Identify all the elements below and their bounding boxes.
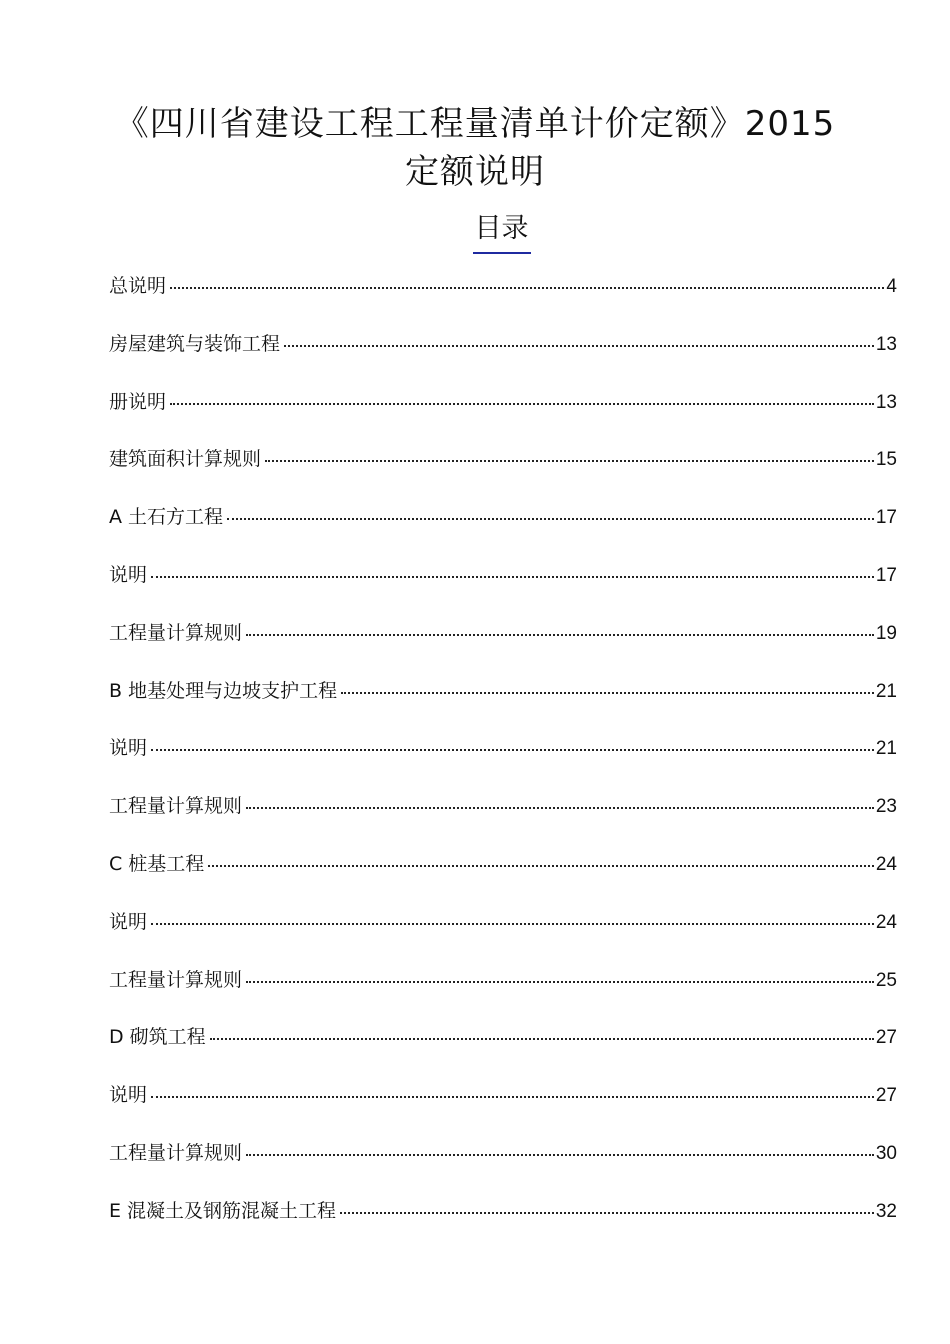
toc-entry-page: 24	[875, 911, 897, 933]
toc-entry-label: 工程量计算规则	[109, 795, 243, 818]
toc-entry-page: 17	[875, 507, 897, 529]
toc-entry-page: 19	[875, 622, 897, 644]
toc-entry-page: 15	[875, 449, 897, 471]
toc-dot-leader	[151, 908, 874, 928]
toc-entry[interactable]	[109, 903, 897, 961]
toc-entry-label: 说明	[109, 737, 148, 760]
toc-entry-label: 说明	[109, 563, 148, 586]
toc-entry-label: 册说明	[109, 390, 167, 413]
toc-entry-label: 工程量计算规则	[109, 968, 243, 991]
toc-heading: 目录	[474, 213, 529, 244]
toc-entry-page: 13	[875, 391, 897, 413]
toc-entry[interactable]	[109, 1134, 897, 1192]
toc-entry[interactable]	[109, 325, 897, 383]
toc-entry-page: 27	[875, 1085, 897, 1107]
toc-entry-label: 说明	[109, 910, 148, 933]
toc-entry[interactable]	[109, 961, 897, 1019]
toc-entry-page: 27	[875, 1027, 897, 1049]
toc-dot-leader	[284, 330, 874, 350]
document-title-line2: 定额说明	[405, 152, 545, 192]
toc-entry-label: D 砌筑工程	[109, 1026, 206, 1049]
toc-dot-leader	[151, 734, 874, 754]
toc-entry[interactable]	[109, 614, 897, 672]
toc-entry[interactable]	[109, 1076, 897, 1134]
toc-entry-page: 21	[875, 680, 897, 702]
toc-entry-label: 建筑面积计算规则	[109, 448, 262, 471]
toc-entry[interactable]	[109, 729, 897, 787]
toc-dot-leader	[246, 619, 874, 639]
toc-heading-underline	[473, 252, 531, 254]
toc-entry[interactable]	[109, 498, 897, 556]
toc-entry[interactable]	[109, 556, 897, 614]
toc-entry-page: 17	[875, 564, 897, 586]
toc-dot-leader	[170, 388, 874, 408]
toc-entry-page: 25	[875, 969, 897, 991]
toc-entry[interactable]	[109, 845, 897, 903]
toc-entry-label: 总说明	[109, 275, 167, 297]
toc-dot-leader	[170, 272, 884, 292]
toc-entry-label: 工程量计算规则	[109, 621, 243, 644]
toc-dot-leader	[340, 1197, 874, 1217]
toc-dot-leader	[227, 503, 874, 523]
toc-dot-leader	[210, 1023, 874, 1043]
toc-entry-label: B 地基处理与边坡支护工程	[109, 679, 338, 702]
toc-entry[interactable]	[109, 672, 897, 730]
toc-entry[interactable]	[109, 1192, 897, 1250]
toc-entry[interactable]	[109, 440, 897, 498]
toc-entry-label: E 混凝土及钢筋混凝土工程	[109, 1199, 337, 1222]
toc-entry-label: A 土石方工程	[109, 506, 224, 529]
toc-entry[interactable]	[109, 787, 897, 845]
toc-dot-leader	[151, 561, 874, 581]
toc-entry-label: 工程量计算规则	[109, 1141, 243, 1164]
toc-dot-leader	[208, 850, 874, 870]
toc-entry-page: 21	[875, 738, 897, 760]
toc-entry[interactable]	[109, 267, 897, 325]
toc-entry-page: 24	[875, 853, 897, 875]
toc-entry-page: 30	[875, 1142, 897, 1164]
toc-dot-leader	[246, 1139, 874, 1159]
table-of-contents	[109, 267, 897, 1250]
toc-entry[interactable]	[109, 1018, 897, 1076]
toc-dot-leader	[265, 445, 874, 465]
toc-entry-label: C 桩基工程	[109, 852, 205, 875]
toc-entry-page: 32	[875, 1200, 897, 1222]
toc-entry-page: 4	[886, 276, 897, 297]
toc-dot-leader	[151, 1081, 874, 1101]
toc-entry-label: 房屋建筑与装饰工程	[109, 332, 281, 355]
document-title-line1: 《四川省建设工程工程量清单计价定额》2015	[114, 104, 836, 144]
toc-entry-page: 13	[875, 333, 897, 355]
toc-entry-label: 说明	[109, 1084, 148, 1107]
toc-entry[interactable]	[109, 383, 897, 441]
toc-dot-leader	[246, 792, 874, 812]
toc-entry-page: 23	[875, 796, 897, 818]
toc-dot-leader	[341, 677, 874, 697]
toc-dot-leader	[246, 966, 874, 986]
